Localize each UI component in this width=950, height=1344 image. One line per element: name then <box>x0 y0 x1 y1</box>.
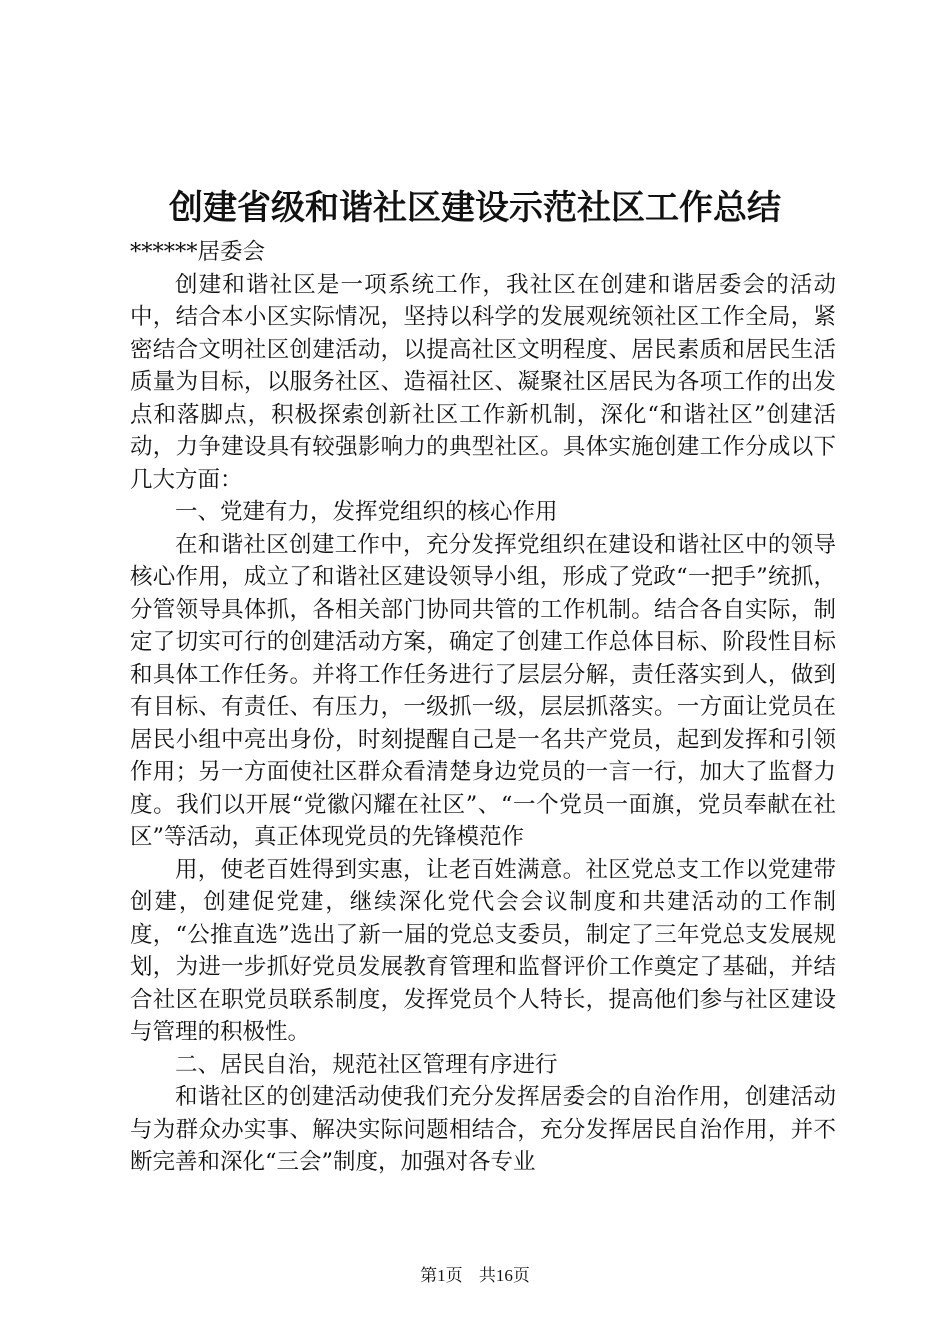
body-paragraph-autonomy: 和谐社区的创建活动使我们充分发挥居委会的自治作用，创建活动与为群众办实事、解决实际问题相结合，充分发挥居民自治作用，并不断完善和深化“三会”制度，加强对各专业 <box>130 1084 836 1175</box>
body-paragraph-party-continued: 用，使老百姓得到实惠，让老百姓满意。社区党总支工作以党建带创建，创建促党建，继续深化党代会会议制度和共建活动的工作制度，“公推直选”选出了新一届的党总支委员，制定了三年党总支发展规划，为进一步抓好党员发展教育管理和监督评价工作奠定了基础，并结合社区在职党员联系制度，发挥党员个人特长，提高他们参与社区建设与管理的积极性。 <box>130 856 836 1045</box>
document-title: 创建省级和谐社区建设示范社区工作总结 <box>169 188 781 228</box>
body-paragraph-party: 在和谐社区创建工作中，充分发挥党组织在建设和谐社区中的领导核心作用，成立了和谐社区建设领导小组，形成了党政“一把手”统抓，分管领导具体抓，各相关部门协同共管的工作机制。结合各自实际，制定了切实可行的创建活动方案，确定了创建工作总体目标、阶段性目标和具体工作任务。并将工作任务进行了层层分解，责任落实到人，做到有目标、有责任、有压力，一级抓一级，层层抓落实。一方面让党员在居民小组中亮出身份，时刻提醒自己是一名共产党员，起到发挥和引领作用；另一方面使社区群众看清楚身边党员的一言一行，加大了监督力度。我们以开展“党徽闪耀在社区”、“一个党员一面旗，党员奉献在社区”等活动，真正体现党员的先锋模范作 <box>130 531 836 850</box>
page-total: 共16页 <box>478 1266 530 1285</box>
body-paragraph-intro: 创建和谐社区是一项系统工作，我社区在创建和谐居委会的活动中，结合本小区实际情况，坚持以科学的发展观统领社区工作全局，紧密结合文明社区创建活动，以提高社区文明程度、居民素质和居民生活质量为目标，以服务社区、造福社区、凝聚社区居民为各项工作的出发点和落脚点，积极探索创新社区工作新机制，深化“和谐社区”创建活动，力争建设具有较强影响力的典型社区。具体实施创建工作分成以下几大方面： <box>130 271 836 493</box>
section-heading-1: 一、党建有力，发挥党组织的核心作用 <box>175 499 558 525</box>
page-footer <box>0 1264 950 1288</box>
document-body <box>130 236 836 1179</box>
section-heading-2: 二、居民自治，规范社区管理有序进行 <box>175 1051 558 1078</box>
author-line: ******居委会 <box>130 239 266 265</box>
page-number: 第1页 <box>420 1266 463 1285</box>
